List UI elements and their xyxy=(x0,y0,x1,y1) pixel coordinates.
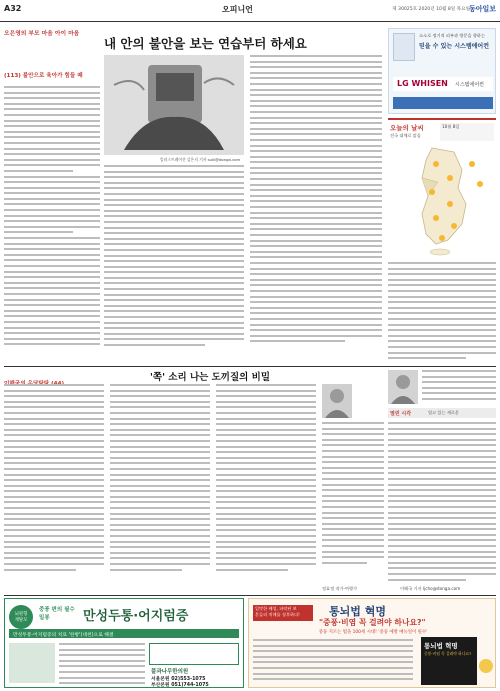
ad-right-tag2: 흔들리 치매를 징후하다! xyxy=(255,612,300,617)
ad-badge-line1: 뇌원형 xyxy=(14,612,28,617)
ad-lg-brand-bar xyxy=(393,77,493,91)
lg-brand-sub: 시스템에어컨 xyxy=(455,82,484,88)
ad-right-title: 통뇌법 혁명 xyxy=(329,605,386,618)
column-b-text-1 xyxy=(4,384,104,592)
ad-left-tel1[interactable]: 서울본원 02)553-1075 xyxy=(151,677,206,682)
ad-left-checklist xyxy=(149,643,239,665)
column-b-right xyxy=(322,384,384,584)
newspaper-logo: 동아일보 xyxy=(468,5,496,13)
column-article-mid xyxy=(104,165,244,365)
article-text-block xyxy=(4,86,100,349)
column-b-side xyxy=(388,370,496,592)
ad-divider xyxy=(4,595,496,596)
ad-lg-footer xyxy=(393,97,493,109)
side-label-bar xyxy=(388,408,496,418)
side-label: 열린 시각 xyxy=(390,411,412,417)
ad-right-seal xyxy=(479,659,493,673)
ad-book-promo[interactable] xyxy=(248,598,496,688)
article-illustration xyxy=(104,55,244,155)
article-headline: 내 안의 불안을 보는 연습부터 하세요 xyxy=(104,36,307,51)
weather-date: 10월 8일 xyxy=(442,124,460,129)
column-tag: 오은영의 부모 마음 아이 마음 xyxy=(4,31,80,37)
weather-box xyxy=(388,118,496,258)
ad-right-sub: 중풍 지르는 법을 100세 시대! '중풍 예방 매뉴얼이 필수' xyxy=(318,630,428,635)
section-divider xyxy=(4,366,496,367)
ad-lg-line2: 믿을 수 있는 시스템에어컨 xyxy=(419,43,490,50)
side-column-text xyxy=(388,262,496,362)
column-b-text-3 xyxy=(216,384,316,592)
column-b-headline: '쪽' 소리 나는 도끼질의 비밀 xyxy=(150,372,270,383)
column-article-right xyxy=(250,55,382,365)
author-byline: 이해국 기자 ljcho@donga.com xyxy=(400,586,461,591)
column-article-left xyxy=(4,28,100,363)
ad-left-clinic: 풀과나무한의원 xyxy=(151,669,189,675)
book-cover-title: 통뇌법 혁명 xyxy=(424,642,458,650)
person-icon xyxy=(322,384,352,418)
ad-left-tel2[interactable]: 부산본원 051)744-1075 xyxy=(151,683,209,688)
ad-right-tag-box xyxy=(253,605,313,621)
column-b-text-2 xyxy=(110,384,210,592)
weather-legend xyxy=(440,123,494,141)
illustration-caption: 일러스트레이션 김은지 기자 sulli@donga.com xyxy=(160,157,241,162)
person-icon xyxy=(388,370,418,404)
ad-lg-aircon[interactable] xyxy=(388,28,496,114)
lg-logo: LG WHISEN xyxy=(397,79,448,88)
ad-badge-line2: 재탈모 xyxy=(14,618,28,623)
weather-map xyxy=(392,144,492,256)
ad-left-photo xyxy=(9,643,55,683)
page-header xyxy=(0,0,500,22)
book-cover-sub: 중풍·비염 꼭 걸려야 하나요? xyxy=(424,651,472,656)
author-photo xyxy=(322,384,352,418)
side-label-tag: 열고 있는 새로운 xyxy=(428,410,459,415)
side-photo xyxy=(388,370,418,404)
ad-headache-clinic[interactable] xyxy=(4,598,244,688)
ad-left-head: 중풍 편의 필수 밀봉 xyxy=(39,607,75,621)
aircon-icon xyxy=(393,33,415,61)
ad-left-title: 만성두통·어지럼증 xyxy=(83,609,189,624)
ad-right-quote: "중풍·비염 꼭 걸려야 하나요?" xyxy=(319,618,426,627)
issue-meta: 제 30025호 2020년 10월 8일 목요일 xyxy=(392,7,470,12)
ad-right-tag: 입맛한 배성, 파악된 보 xyxy=(255,606,297,611)
weather-sub: 전국 대체로 맑음 xyxy=(390,133,421,138)
ad-left-sub: 만성두통·어지럼증의 치료 '한방'(대천)으로 해결 xyxy=(9,629,239,638)
ad-right-book-cover xyxy=(421,637,477,685)
ad-badge-circle xyxy=(9,605,33,629)
page-number: A32 xyxy=(4,4,22,13)
column-subhead: (113) 불안으로 육아가 힘들 때 xyxy=(4,73,83,79)
section-title: 오피니언 xyxy=(222,5,253,14)
ad-lg-line1: 소소로 정기적 피부과 방문을 향하는 xyxy=(419,33,486,38)
author-name: 정효정 작가·여행가 xyxy=(322,586,358,591)
illustration-figure xyxy=(104,55,244,155)
weather-title: 오늘의 날씨 xyxy=(390,124,424,132)
